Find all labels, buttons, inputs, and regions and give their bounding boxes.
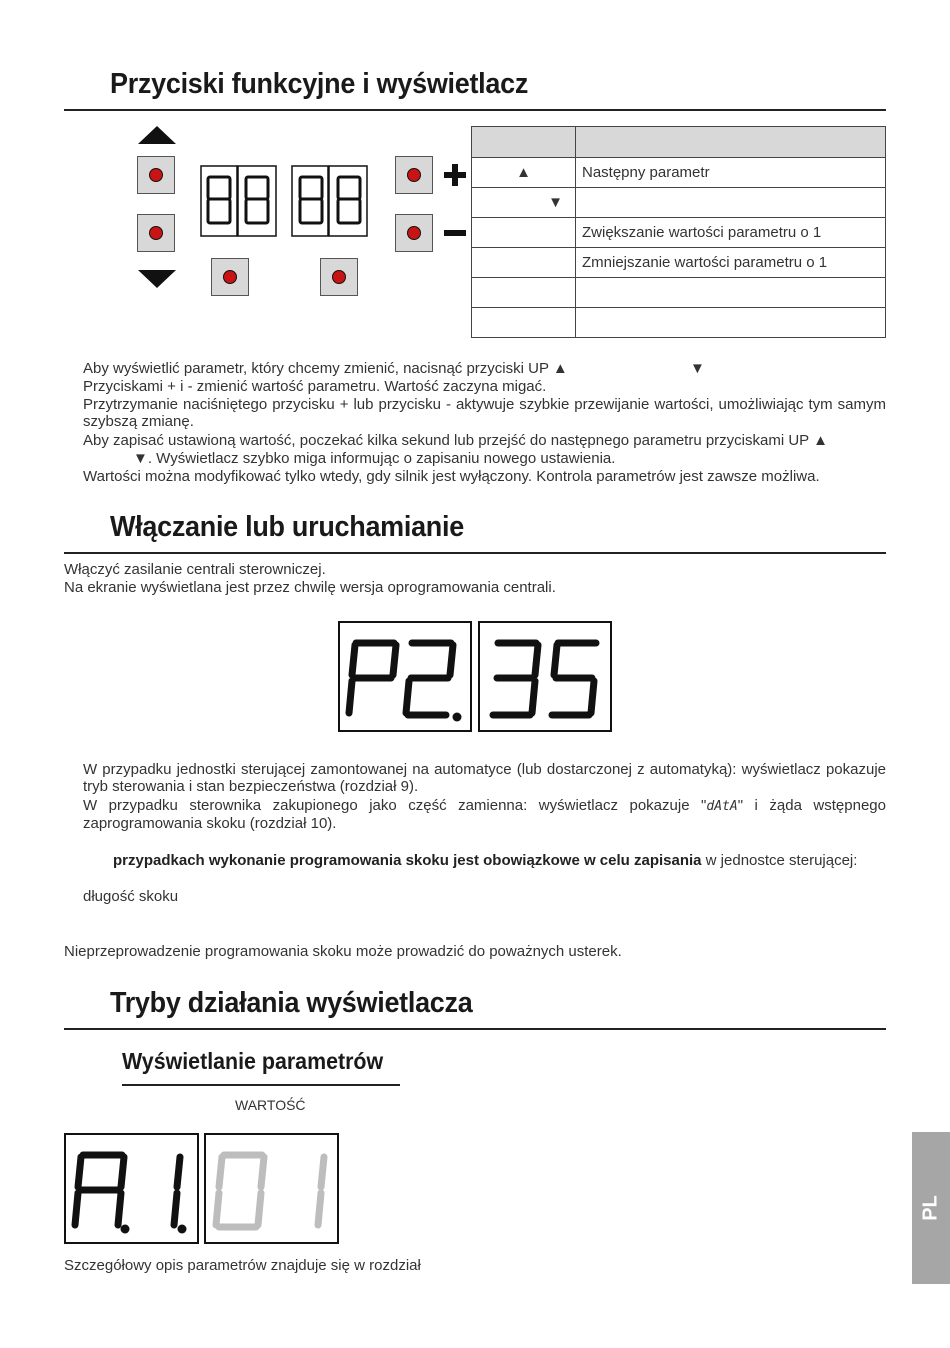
- startup-text-4a: W przypadku sterownika zakupionego jako część zamienna: wyświetlacz pokazuje ": [83, 797, 707, 814]
- language-tab: [912, 1132, 950, 1284]
- plus-button[interactable]: [395, 156, 433, 194]
- table-cell-description: [576, 308, 886, 338]
- instruction-line-5: Wartości można modyfikować tylko wtedy, gdy silnik jest wyłączony. Kontrola parametrów jest zawsze możliwa.: [83, 468, 820, 485]
- startup-text-5: [113, 852, 857, 869]
- table-cell-description: Zmniejszanie wartości parametru o 1: [576, 248, 886, 278]
- table-row: [472, 218, 886, 248]
- seven-segment-35: [480, 623, 610, 730]
- startup-text-5-rest: w jednostce sterującej:: [701, 852, 858, 869]
- startup-text-4b: " i żąda wstępnego zaprogramowania skoku (rozdział 10).: [83, 797, 886, 832]
- table-cell-description: Zwiększanie wartości parametru o 1: [576, 218, 886, 248]
- display-panel-param-left: [64, 1133, 199, 1244]
- function-button-right[interactable]: [320, 258, 358, 296]
- function-button-left[interactable]: [211, 258, 249, 296]
- instruction-line-1: [83, 360, 568, 377]
- table-cell-symbol: [472, 218, 576, 248]
- table-row: [472, 188, 886, 218]
- table-header-row: [472, 127, 886, 158]
- language-tab-label: PL: [919, 1195, 942, 1221]
- startup-text-3: W przypadku jednostki sterującej zamontowanej na automatyce (lub dostarczonej z automatyką): wyświetlacz pokazuje tryb sterowania i stan bezpieczeństwa (rozdział 9).: [83, 761, 886, 795]
- down-button[interactable]: [137, 214, 175, 252]
- seven-segment-01-dim: [206, 1135, 337, 1242]
- startup-text-6: długość skoku: [83, 888, 179, 905]
- table-cell-description: [576, 278, 886, 308]
- arrow-down-symbol: ▼: [690, 360, 705, 377]
- display-panel-param-right: [204, 1133, 339, 1244]
- plus-icon: [444, 164, 466, 186]
- minus-icon: [444, 230, 466, 238]
- function-table: [471, 126, 886, 338]
- param-description-text: Szczegółowy opis parametrów znajduje się w rozdział: [64, 1257, 421, 1274]
- arrow-up-icon: [138, 126, 176, 146]
- table-row: [472, 158, 886, 188]
- instruction-line-4b: ▼. Wyświetlacz szybko miga informując o zapisaniu nowego ustawienia.: [133, 450, 616, 467]
- value-label: WARTOŚĆ: [235, 1097, 306, 1113]
- table-cell-description: [576, 188, 886, 218]
- section-title-buttons: Przyciski funkcyjne i wyświetlacz: [110, 68, 529, 100]
- seven-segment-p2: [340, 623, 470, 730]
- section-title-display-modes: Tryby działania wyświetlacza: [110, 987, 473, 1019]
- subsection-divider: [122, 1084, 400, 1086]
- startup-text-4: [83, 797, 886, 832]
- table-row: [472, 248, 886, 278]
- seven-segment-a1: [66, 1135, 197, 1242]
- display-panel-version-right: [478, 621, 612, 732]
- startup-text-1: Włączyć zasilanie centrali sterowniczej.: [64, 561, 326, 578]
- startup-text-5-bold: przypadkach wykonanie programowania skoku jest obowiązkowe w celu zapisania: [113, 852, 702, 869]
- table-cell-symbol: [472, 278, 576, 308]
- data-code: dAtA: [706, 799, 738, 814]
- section-title-startup: Włączanie lub uruchamianie: [110, 511, 464, 543]
- table-cell-description: Następny parametr: [576, 158, 886, 188]
- instruction-line-3: Przytrzymanie naciśniętego przycisku + lub przycisku - aktywuje szybkie przewijanie wartości, umożliwiając tym samym szybszą zmianę.: [83, 396, 886, 430]
- subsection-title: Wyświetlanie parametrów: [122, 1048, 384, 1074]
- table-cell-symbol: [472, 308, 576, 338]
- table-cell-symbol: ▼: [472, 188, 576, 218]
- section-divider: [64, 1028, 886, 1030]
- table-cell-symbol: [472, 248, 576, 278]
- arrow-down-icon: [138, 270, 176, 290]
- seven-segment-display-8888: [200, 165, 372, 237]
- minus-button[interactable]: [395, 214, 433, 252]
- instruction-line-4: Aby zapisać ustawioną wartość, poczekać kilka sekund lub przejść do następnego parametru przyciskami UP ▲: [83, 432, 828, 449]
- startup-text-2: Na ekranie wyświetlana jest przez chwilę wersja oprogramowania centrali.: [64, 579, 556, 596]
- section-divider: [64, 552, 886, 554]
- table-row: [472, 278, 886, 308]
- instruction-text: Aby wyświetlić parametr, który chcemy zmienić, nacisnąć przyciski UP ▲: [83, 360, 568, 377]
- up-button[interactable]: [137, 156, 175, 194]
- section-divider: [64, 109, 886, 111]
- startup-text-7: Nieprzeprowadzenie programowania skoku może prowadzić do poważnych usterek.: [64, 943, 622, 960]
- table-cell-symbol: ▲: [472, 158, 576, 188]
- instruction-line-2: Przyciskami + i - zmienić wartość parametru. Wartość zaczyna migać.: [83, 378, 547, 395]
- display-panel-version-left: [338, 621, 472, 732]
- table-row: [472, 308, 886, 338]
